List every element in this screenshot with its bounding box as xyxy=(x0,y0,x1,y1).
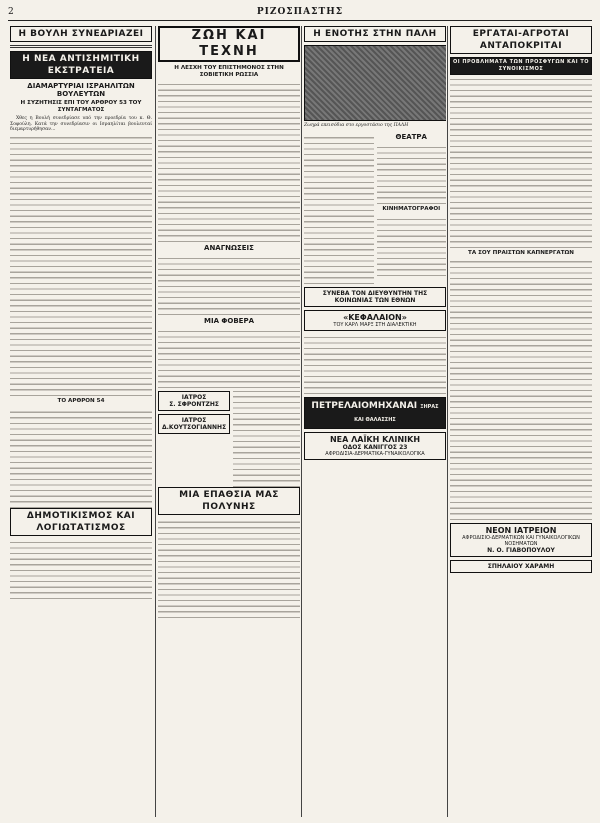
section-life-art: ΖΩΗ ΚΑΙ ΤΕΧΝΗ xyxy=(158,26,300,62)
subhead-tobacco: ΤΑ ΣΟΥ ΠΡΑΙΣΤΩΝ ΚΑΠΝΕΡΓΑΤΩΝ xyxy=(468,250,574,256)
ad-society-director: ΣΥΝΕΒΑ ΤΟΝ ΔΙΕΥΘΥΝΤΗΝ ΤΗΣ ΚΟΙΝΩΝΙΑΣ ΤΩΝ ΕΘΝΩΝ xyxy=(304,287,446,307)
headline-refugees: ΟΙ ΠΡΟΒΛΗΜΑΤΑ ΤΩΝ ΠΡΟΣΦΥΓΩΝ ΚΑΙ ΤΟ ΣΥΝΟΙΚΙΣΜΟΣ xyxy=(450,57,592,75)
article-body xyxy=(304,134,374,284)
article-body xyxy=(158,255,300,315)
headline-polyni: ΜΙΑ ΕΠΑΘΣΙΑ ΜΑΣ ΠΟΛΥΝΗΣ xyxy=(158,487,300,515)
subhead-soviet-club: Η ΛΕΣΧΗ ΤΟΥ ΕΠΙΣΤΗΜΟΝΟΣ ΣΤΗΝ ΣΟΒΙΕΤΙΚΗ ΡΩΣΣΙΑ xyxy=(174,65,284,78)
subhead-protest: ΔΙΑΜΑΡΤΥΡΙΑΙ ΙΣΡΑΗΛΙΤΩΝ ΒΟΥΛΕΥΤΩΝ xyxy=(27,82,135,98)
ad-doctor-sfrontzis: ΙΑΤΡΟΣ Σ. ΣΦΡΟΝΤΖΗΣ xyxy=(158,391,230,411)
article-body xyxy=(10,136,152,396)
subhead-terrible: ΜΙΑ ΦΟΒΕΡΑ xyxy=(204,317,254,325)
photo-caption: Ζωηρά επεισόδια στο εργοστάσιο της ΠΑΛΗ xyxy=(304,123,409,128)
article-body xyxy=(10,408,152,508)
divider xyxy=(10,45,152,48)
column-2 xyxy=(158,26,300,817)
subhead-theatres: ΘΕΑΤΡΑ xyxy=(395,132,427,141)
subhead-article53: Η ΣΥΖΗΤΗΣΙΣ ΕΠΙ ΤΟΥ ΑΡΘΡΟΥ 53 ΤΟΥ ΣΥΝΤΑΓΜΑΤΟΣ xyxy=(20,100,142,113)
article-text: Χθες η Βουλή συνεδρίασε υπό την προεδρία του κ. Θ. Σοφούλη. Κατά την συνεδρίασιν οι Ισραηλίται βουλευταί διεμαρτυρήθησαν... xyxy=(10,116,152,133)
column-3 xyxy=(304,26,446,817)
news-photo xyxy=(304,45,446,121)
ad-oil-engines: ΠΕΤΡΕΛΑΙΟΜΗΧΑΝΑΙ ΞΗΡΑΣ ΚΑΙ ΘΑΛΑΣΣΗΣ xyxy=(304,397,446,429)
headline-unity: Η ΕΝΟΤΗΣ ΣΤΗΝ ΠΑΛΗ xyxy=(304,26,446,42)
column-rule xyxy=(301,26,302,817)
subhead-article54: ΤΟ ΑΡΘΡΟΝ 54 xyxy=(57,397,105,404)
column-1 xyxy=(10,26,152,817)
page-number: 2 xyxy=(8,7,14,17)
column-rule xyxy=(155,26,156,817)
ad-spilaiou: ΣΠΗΛΑΙΟΥ ΧΑΡΑΜΗ xyxy=(450,560,592,573)
article-body xyxy=(304,334,446,394)
headline-demotic: ΔΗΜΟΤΙΚΙΣΜΟΣ ΚΑΙ ΛΟΓΙΩΤΑΤΙΣΜΟΣ xyxy=(10,508,152,536)
subhead-readings: ΑΝΑΓΝΩΣΕΙΣ xyxy=(204,244,254,252)
paper-name: ΡΙΖΟΣΠΑΣΤΗΣ xyxy=(256,7,344,17)
article-body xyxy=(233,391,300,487)
ad-clinic: ΝΕΑ ΛΑΪΚΗ ΚΛΙΝΙΚΗ ΟΔΟΣ ΚΑΝΙΓΓΟΣ 23 ΑΦΡΟΔΙΣΙΑ-ΔΕΡΜΑΤΙΚΑ-ΓΥΝΑΙΚΟΛΟΓΙΚΑ xyxy=(304,432,446,460)
ad-new-clinic: ΝΕΟΝ ΙΑΤΡΕΙΟΝ ΑΦΡΟΔΙΣΙΟ-ΔΕΡΜΑΤΙΚΩΝ ΚΑΙ ΓΥΝΑΙΚΟΛΟΓΙΚΩΝ ΝΟΣΗΜΑΤΩΝ Ν. Ο. ΓΙΑΒΟΠΟΥΛΟΥ xyxy=(450,523,592,557)
masthead xyxy=(8,6,592,21)
ad-kefalaion: «ΚΕΦΑΛΑΙΟΝ» ΤΟΥ ΚΑΡΛ ΜΑΡΞ ΣΤΗ ΔΙΑΛΕΚΤΙΚΗ xyxy=(304,310,446,331)
ad-doctor-koutsogiannis: ΙΑΤΡΟΣ Δ.ΚΟΥΤΣΟΓΙΑΝΝΗΣ xyxy=(158,414,230,434)
article-body xyxy=(158,82,300,242)
article-body xyxy=(377,216,447,276)
subhead-cinemas: ΚΙΝΗΜΑΤΟΓΡΑΦΟΙ xyxy=(382,205,441,212)
article-body xyxy=(450,260,592,520)
headline-antisemitic: Η ΝΕΑ ΑΝΤΙΣΗΜΙΤΙΚΗ ΕΚΣΤΡΑΤΕΙΑ xyxy=(10,51,152,79)
column-rule xyxy=(447,26,448,817)
article-body xyxy=(450,78,592,248)
headline-workers: ΕΡΓΑΤΑΙ-ΑΓΡΟΤΑΙ ΑΝΤΑΠΟΚΡΙΤΑΙ xyxy=(450,26,592,54)
article-body xyxy=(10,539,152,599)
article-body xyxy=(158,328,300,388)
headline-parliament: Η ΒΟΥΛΗ ΣΥΝΕΔΡΙΑΖΕΙ xyxy=(10,26,152,42)
column-4 xyxy=(450,26,592,817)
article-body xyxy=(377,144,447,204)
article-body xyxy=(158,518,300,618)
